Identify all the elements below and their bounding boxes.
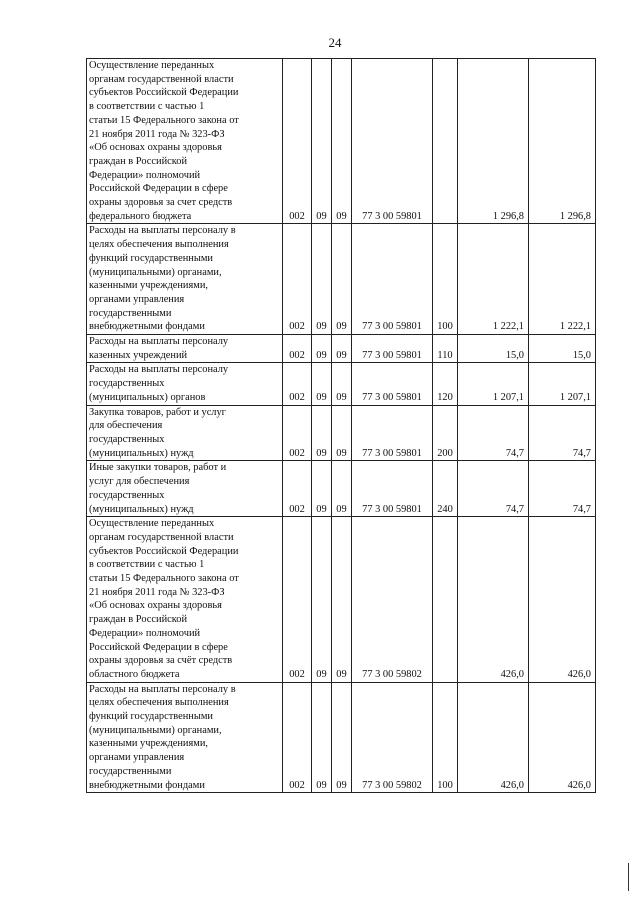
scan-edge-mark bbox=[628, 863, 629, 891]
ministry-code: 002 bbox=[283, 682, 312, 793]
amount-cell: 426,0 bbox=[458, 517, 529, 682]
target-article-code: 77 3 00 59802 bbox=[352, 517, 433, 682]
amount-cell: 15,0 bbox=[529, 335, 596, 363]
target-article-code: 77 3 00 59801 bbox=[352, 59, 433, 224]
subsection-code: 09 bbox=[332, 363, 352, 405]
row-description: Расходы на выплаты персоналу в целях обеспечения выполнения функций государственными (муниципальными) органами, казенными учреждениями, органами управления государственными внебюджетными фондами bbox=[87, 682, 283, 793]
amount-cell: 1 207,1 bbox=[529, 363, 596, 405]
amount-cell: 74,7 bbox=[529, 405, 596, 461]
amount-cell: 426,0 bbox=[458, 682, 529, 793]
table-row bbox=[87, 405, 596, 461]
ministry-code: 002 bbox=[283, 517, 312, 682]
target-article-code: 77 3 00 59801 bbox=[352, 335, 433, 363]
table-row bbox=[87, 335, 596, 363]
section-code: 09 bbox=[312, 405, 332, 461]
expense-type-code: 200 bbox=[433, 405, 458, 461]
section-code: 09 bbox=[312, 335, 332, 363]
budget-table bbox=[86, 58, 596, 793]
ministry-code: 002 bbox=[283, 224, 312, 335]
section-code: 09 bbox=[312, 461, 332, 517]
amount-cell: 15,0 bbox=[458, 335, 529, 363]
row-description: Расходы на выплаты персоналу государственных (муниципальных) органов bbox=[87, 363, 283, 405]
ministry-code: 002 bbox=[283, 363, 312, 405]
section-code: 09 bbox=[312, 224, 332, 335]
target-article-code: 77 3 00 59802 bbox=[352, 682, 433, 793]
amount-cell: 74,7 bbox=[529, 461, 596, 517]
row-description: Расходы на выплаты персоналу казенных учреждений bbox=[87, 335, 283, 363]
ministry-code: 002 bbox=[283, 59, 312, 224]
table-row bbox=[87, 363, 596, 405]
target-article-code: 77 3 00 59801 bbox=[352, 405, 433, 461]
table-row bbox=[87, 224, 596, 335]
amount-cell: 74,7 bbox=[458, 461, 529, 517]
expense-type-code: 110 bbox=[433, 335, 458, 363]
table-row bbox=[87, 59, 596, 224]
amount-cell: 1 296,8 bbox=[529, 59, 596, 224]
expense-type-code bbox=[433, 59, 458, 224]
subsection-code: 09 bbox=[332, 682, 352, 793]
subsection-code: 09 bbox=[332, 59, 352, 224]
row-description: Осуществление переданных органам государственной власти субъектов Российской Федерации в соответствии с частью 1 статьи 15 Федерального закона от 21 ноября 2011 года № 323-ФЗ «Об основах охраны здоровья граждан в Российской Федерации» полномочий Российской Федерации в сфере охраны здоровья за счёт средств областного бюджета bbox=[87, 517, 283, 682]
row-description: Осуществление переданных органам государственной власти субъектов Российской Федерации в соответствии с частью 1 статьи 15 Федерального закона от 21 ноября 2011 года № 323-ФЗ «Об основах охраны здоровья граждан в Российской Федерации» полномочий Российской Федерации в сфере охраны здоровья за счет средств федерального бюджета bbox=[87, 59, 283, 224]
section-code: 09 bbox=[312, 517, 332, 682]
subsection-code: 09 bbox=[332, 224, 352, 335]
subsection-code: 09 bbox=[332, 517, 352, 682]
expense-type-code: 120 bbox=[433, 363, 458, 405]
subsection-code: 09 bbox=[332, 335, 352, 363]
section-code: 09 bbox=[312, 363, 332, 405]
table-body bbox=[87, 59, 596, 793]
ministry-code: 002 bbox=[283, 405, 312, 461]
row-description: Иные закупки товаров, работ и услуг для обеспечения государственных (муниципальных) нужд bbox=[87, 461, 283, 517]
amount-cell: 1 296,8 bbox=[458, 59, 529, 224]
table-row bbox=[87, 517, 596, 682]
expense-type-code: 100 bbox=[433, 682, 458, 793]
ministry-code: 002 bbox=[283, 461, 312, 517]
ministry-code: 002 bbox=[283, 335, 312, 363]
target-article-code: 77 3 00 59801 bbox=[352, 224, 433, 335]
row-description: Закупка товаров, работ и услуг для обеспечения государственных (муниципальных) нужд bbox=[87, 405, 283, 461]
expense-type-code: 100 bbox=[433, 224, 458, 335]
amount-cell: 426,0 bbox=[529, 682, 596, 793]
target-article-code: 77 3 00 59801 bbox=[352, 363, 433, 405]
amount-cell: 1 207,1 bbox=[458, 363, 529, 405]
table-row bbox=[87, 461, 596, 517]
section-code: 09 bbox=[312, 682, 332, 793]
amount-cell: 1 222,1 bbox=[529, 224, 596, 335]
subsection-code: 09 bbox=[332, 405, 352, 461]
amount-cell: 74,7 bbox=[458, 405, 529, 461]
page-number: 24 bbox=[328, 35, 342, 50]
section-code: 09 bbox=[312, 59, 332, 224]
target-article-code: 77 3 00 59801 bbox=[352, 461, 433, 517]
expense-type-code bbox=[433, 517, 458, 682]
amount-cell: 426,0 bbox=[529, 517, 596, 682]
row-description: Расходы на выплаты персоналу в целях обеспечения выполнения функций государственными (муниципальными) органами, казенными учреждениями, органами управления государственными внебюджетными фондами bbox=[87, 224, 283, 335]
expense-type-code: 240 bbox=[433, 461, 458, 517]
subsection-code: 09 bbox=[332, 461, 352, 517]
amount-cell: 1 222,1 bbox=[458, 224, 529, 335]
table-row bbox=[87, 682, 596, 793]
